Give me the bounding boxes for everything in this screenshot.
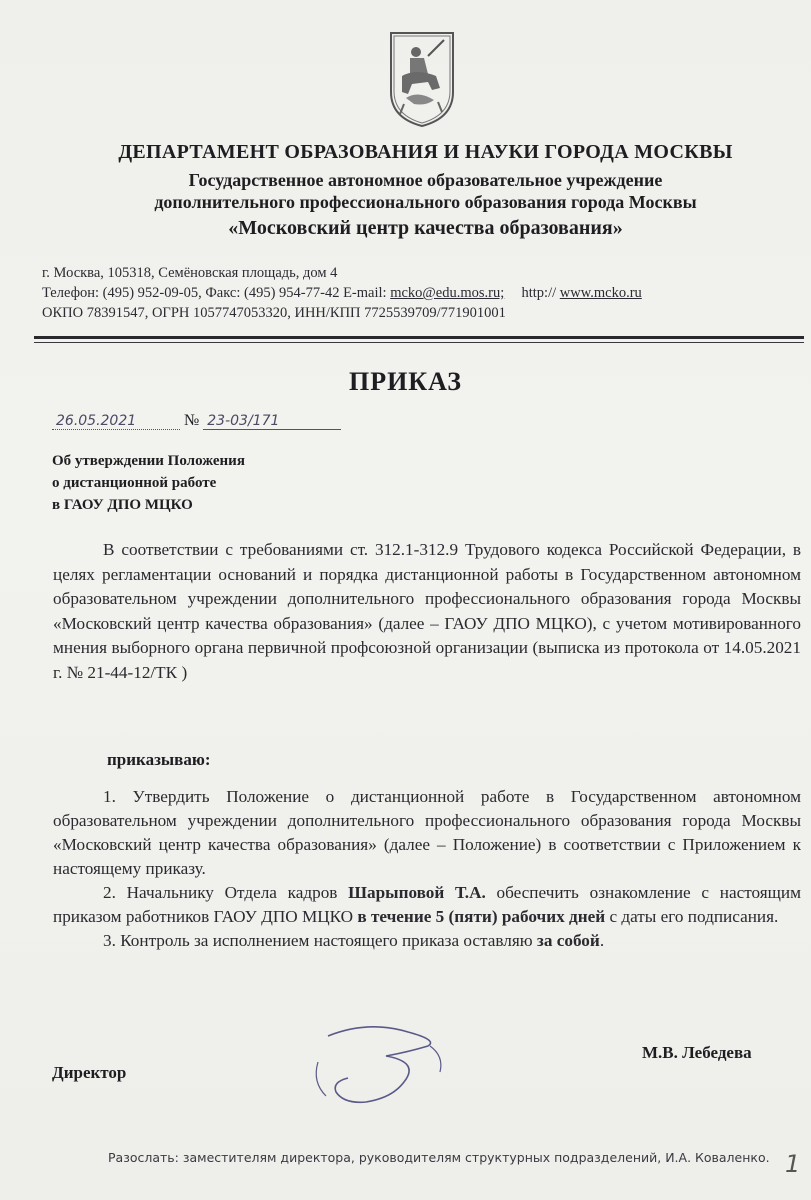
distribution-list: Разослать: заместителям директора, руководителям структурных подразделений, И.А. Коваленко.	[108, 1150, 770, 1165]
document-title: ПРИКАЗ	[348, 367, 463, 396]
order-subject	[52, 450, 245, 516]
control-owner: за собой	[536, 931, 600, 950]
address: г. Москва, 105318, Семёновская площадь, дом 4	[42, 265, 338, 281]
order-item-3: 3. Контроль за исполнением настоящего приказа оставляю за собой.	[103, 931, 605, 950]
registry-codes: ОКПО 78391547, ОГРН 1057747053320, ИНН/КПП 7725539709/771901001	[42, 305, 506, 321]
order-number: 23-03/171	[203, 413, 341, 430]
phone-fax: Телефон: (495) 952-09-05, Факс: (495) 954-77-42	[42, 285, 340, 301]
order-items	[53, 785, 801, 953]
http-label: http://	[521, 285, 557, 301]
order-word: приказываю:	[107, 750, 211, 769]
header-divider-thin	[34, 342, 804, 343]
institution-line-1: Государственное автономное образовательное учреждение	[188, 170, 663, 190]
email-label: E-mail:	[343, 285, 387, 301]
responsible-person: Шарыповой Т.А.	[348, 883, 486, 902]
institution-line-2: дополнительного профессионального образования города Москвы	[154, 192, 697, 212]
order-item-1: 1. Утвердить Положение о дистанционной работе в Государственном автономном образовательном учреждении дополнительного профессионального образования города Москвы «Московский центр качества образования» (далее – Положение) в соответствии с Приложением к настоящему приказу.	[53, 787, 801, 878]
signer-name: М.В. Лебедева	[642, 1043, 752, 1062]
number-sign: №	[184, 412, 200, 429]
order-item-2: 2. Начальнику Отдела кадров Шарыповой Т.А. обеспечить ознакомление с настоящим приказом работников ГАОУ ДПО МЦКО в течение 5 (пяти) рабочих дней с даты его подписания.	[53, 883, 801, 926]
email-link[interactable]: mcko@edu.mos.ru;	[390, 285, 505, 301]
contact-block	[42, 263, 642, 323]
date-number-line	[52, 412, 341, 430]
subject-line-3: в ГАОУ ДПО МЦКО	[52, 497, 193, 513]
website-link[interactable]: www.mcko.ru	[559, 285, 642, 301]
subject-line-1: Об утверждении Положения	[52, 453, 245, 469]
page-number: 1	[785, 1150, 801, 1178]
signature-icon	[308, 1022, 448, 1112]
deadline: в течение 5 (пяти) рабочих дней	[357, 907, 606, 926]
institution-line-3: «Московский центр качества образования»	[228, 217, 623, 239]
preamble-paragraph: В соответствии с требованиями ст. 312.1-312.9 Трудового кодекса Российской Федерации, в целях регламентации оснований и порядка дистанционной работы в Государственном автономном образовательном учреждении дополнительного профессионального образования города Москвы «Московский центр качества образования» (далее – ГАОУ ДПО МЦКО), с учетом мотивированного мнения выборного органа первичной профсоюзной организации (выписка из протокола от 14.05.2021 г. № 21-44-12/ТК )	[53, 540, 801, 682]
department-name: ДЕПАРТАМЕНТ ОБРАЗОВАНИЯ И НАУКИ ГОРОДА МОСКВЫ	[118, 141, 733, 163]
preamble	[53, 538, 801, 685]
header-divider	[34, 336, 804, 339]
order-date: 26.05.2021	[52, 413, 180, 430]
moscow-coat-of-arms-icon	[388, 30, 456, 128]
director-title: Директор	[52, 1063, 127, 1082]
phone-email-line	[42, 283, 642, 303]
subject-line-2: о дистанционной работе	[52, 475, 217, 491]
